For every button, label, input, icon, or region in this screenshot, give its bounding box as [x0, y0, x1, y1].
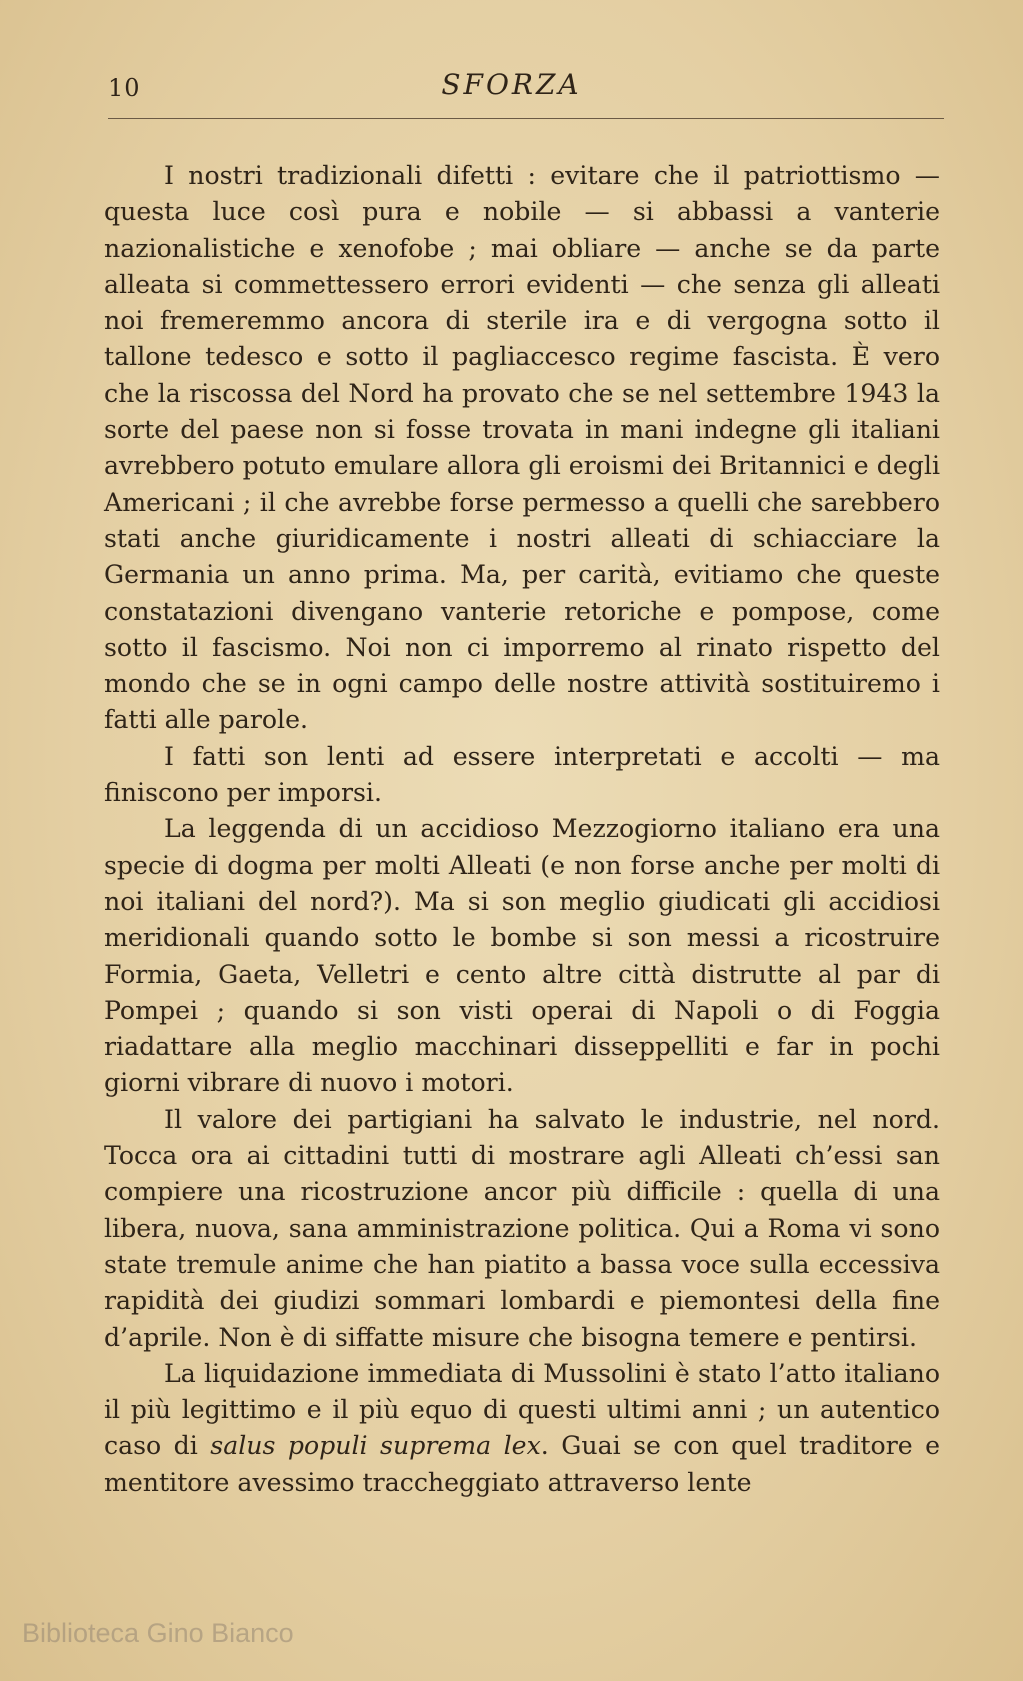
- paragraph-text: . Guai se con quel traditore e mentitore avessimo traccheggiato attraverso lente: [104, 1431, 940, 1497]
- paragraph-text: La liquidazione immediata di Mussolini è stato l’atto italiano il più legittimo e il più equo di questi ultimi anni ; un autentico caso di: [104, 1358, 940, 1461]
- library-watermark: Biblioteca Gino Bianco: [22, 1618, 294, 1648]
- latin-phrase: salus populi suprema lex: [210, 1431, 541, 1461]
- paragraph: La leggenda di un accidioso Mezzogiorno italiano era una specie di dogma per molti Alleati (e non forse anche per molti di noi italiani del nord?). Ma si son meglio giudicati gli accidiosi meridionali quando sotto le bombe si son messi a ricostruire Formia, Gaeta, Velletri e cento altre città distrutte al par di Pompei ; quando si son visti operai di Napoli o di Foggia riadattare alla meglio macchinari disseppelliti e far in pochi giorni vibrare di nuovo i motori.: [104, 814, 940, 1098]
- paragraph: I nostri tradizionali difetti : evitare che il patriottismo — questa luce così pura e nobile — si abbassi a vanterie nazionalistiche e xenofobe ; mai obliare — anche se da parte alleata si commettessero errori evidenti — che senza gli alleati noi fremeremmo ancora di sterile ira e di vergogna sotto il tallone tedesco e sotto il pagliaccesco regime fascista. È vero che la riscossa del Nord ha provato che se nel settembre 1943 la sorte del paese non si fosse trovata in mani indegne gli italiani avrebbero potuto emulare allora gli eroismi dei Britannici e degli Americani ; il che avrebbe forse permesso a quelli che sarebbero stati anche giuridicamente i nostri alleati di schiacciare la Germania un anno prima. Ma, per carità, evitiamo che queste constatazioni divengano vanterie retoriche e pompose, come sotto il fascismo. Noi non ci imporremo al rinato rispetto del mondo che se in ogni campo delle nostre attività sostituiremo i fatti alle parole.: [104, 161, 940, 735]
- running-head: SFORZA: [441, 68, 582, 101]
- paragraph: [104, 1356, 940, 1501]
- header-rule: [108, 118, 944, 119]
- paragraph: Il valore dei partigiani ha salvato le industrie, nel nord. Tocca ora ai cittadini tutti di mostrare agli Alleati ch’essi san compiere una ricostruzione ancor più difficile : quella di una libera, nuova, sana amministrazione politica. Qui a Roma vi sono state tremule anime che han piatito a bassa voce sulla eccessiva rapidità dei giudizi sommari lombardi e piemontesi della fine d’aprile. Non è di siffatte misure che bisogna temere e pentirsi.: [104, 1104, 940, 1352]
- page-number: 10: [108, 74, 141, 102]
- body-text: [104, 158, 940, 1501]
- paragraph: I fatti son lenti ad essere interpretati e accolti — ma finiscono per imporsi.: [104, 741, 940, 808]
